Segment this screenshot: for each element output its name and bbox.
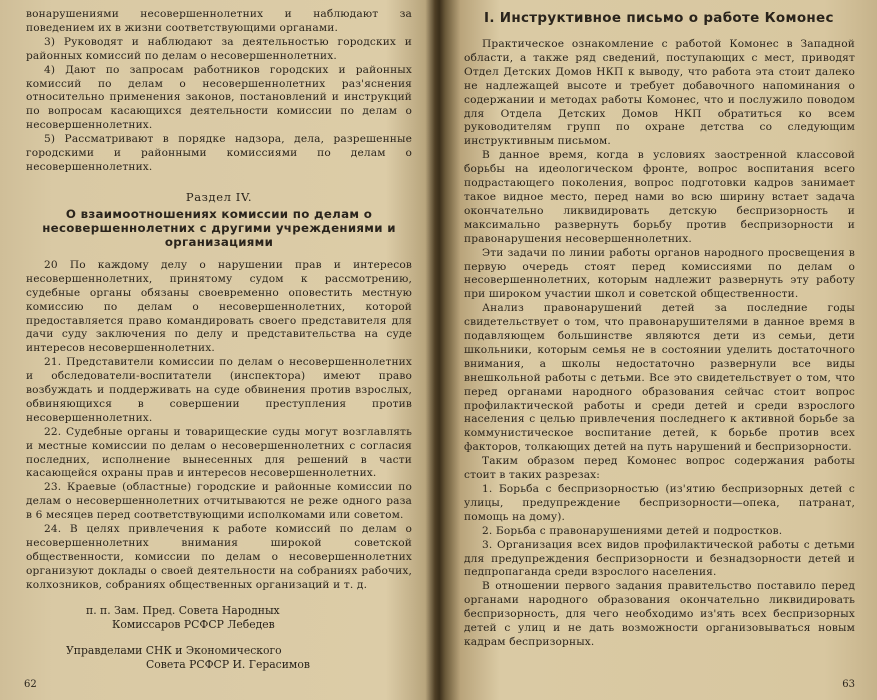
paragraph-23: 23. Краевые (областные) городские и районные комиссии по делам о несовершеннолетних отчитываются не реже одного раза в 6 месяцев перед соответствующими исполкомами или советом. [26, 481, 412, 522]
paragraph: Анализ правонарушений детей за последние годы свидетельствует о том, что правонарушителями в данное время в подавляющем большинстве являются дети из семьи, дети школьники, которым семья не в состоянии уделить достаточного внимания, а школы недостаточно развернули все виды внешкольной работы с детьми. Все это свидетельствует о том, что перед органами народного образования сейчас стоит вопрос профилактической работы и среди детей и среди взрослого населения с целью привлечения последнего к активной борьбе за коммунистическое воспитание детей, к борьбе против всех факторов, толкающих детей на путь нарушений и беспризорности. [464, 302, 855, 454]
list-item: 1. Борьба с беспризорностью (из'ятию беспризорных детей с улицы, предупреждение беспризорности—опека, патранат, помощь на дому). [464, 483, 855, 523]
paragraph-item-4: 4) Дают по запросам работников городских и районных комиссий по делам о несовершеннолетних раз'яснения относительно применения законов, постановлений и инструкций по вопросам касающихся деятельности комиссии по делам о несовершеннолетних. [26, 63, 412, 132]
section-title: Раздел IV. [185, 189, 253, 204]
list-item: 2. Борьба с правонарушениями детей и подростков. [482, 524, 783, 537]
paragraph: В данное время, когда в условиях заостренной классовой борьбы на идеологическом фронте, вопрос воспитания всего подрастающего поколения, вопрос подготовки кадров занимает такое видное место, перед нами во всю ширину встает задача окончательно ликвидировать детскую беспризорность и максимально развернуть борьбу против беспризорности и правонарушения несовершеннолетних. [464, 149, 855, 245]
signature-line: Комиссаров РСФСР Лебедев [112, 617, 275, 631]
paragraph-continuation: вонарушениями несовершеннолетних и наблюдают за поведением их в жизни соответствующими органами. [26, 8, 412, 34]
list-item: 3. Организация всех видов профилактической работы с детьми для предупреждения беспризорности и безнадзорности детей и педпропаганда среди взрослого населения. [464, 538, 855, 579]
right-page [446, 0, 877, 700]
signature-line: п. п. Зам. Пред. Совета Народных [86, 603, 280, 617]
page-title: I. Инструктивное письмо о работе Комонес [484, 10, 834, 26]
page-number: 62 [24, 679, 37, 690]
paragraph-24: 24. В целях привлечения к работе комиссий по делам о несовершеннолетних внимания широкой советской общественности, комиссии по делам о несовершеннолетних организуют доклады о своей деятельности на собраниях рабочих, колхозников, собраниях общественных организаций и т. д. [26, 523, 412, 591]
signature-line: Совета РСФСР И. Герасимов [146, 657, 310, 671]
left-page [0, 0, 430, 700]
paragraph: Эти задачи по линии работы органов народного просвещения в первую очередь стоят перед комиссиями по делам о несовершеннолетних, которым надлежит развернуть эту работу при широком участии школ и советской общественности. [464, 246, 855, 301]
paragraph: Таким образом перед Комонес вопрос содержания работы стоит в таких разрезах: [464, 455, 855, 482]
paragraph-item-5: 5) Рассматривают в порядке надзора, дела, разрешенные городскими и районными комиссиями по делам о несовершеннолетних. [26, 133, 412, 173]
paragraph-22: 22. Судебные органы и товарищеские суды могут возглавлять и местные комиссии по делам о несовершеннолетних с согласия последних, исполнение вынесенных для решений в части касающейся охраны прав и интересов несовершеннолетних. [26, 425, 412, 480]
section-heading: О взаимоотношениях комиссии по делам о несовершеннолетних с другими учреждениями и организациями [42, 206, 396, 249]
paragraph-20: 20 По каждому делу о нарушении прав и интересов несовершеннолетних, принятому судом к рассмотрению, судебные органы обязаны своевременно оповестить местную комиссию по делам о несовершеннолетних, которой предоставляется право командировать своего представителя для дачи суду заключения по делу и представительства на суде интересов несовершеннолетних. [26, 258, 412, 355]
paragraph-item-3: 3) Руководят и наблюдают за деятельностью городских и районных комиссий по делам о несовершеннолетних. [26, 35, 412, 62]
paragraph-intro: Практическое ознакомление с работой Комонес в Западной области, а также ряд сведений, поступающих с мест, приводят Отдел Детских Домов НКП к выводу, что работа эта стоит далеко не надлежащей высоте и требует добавочного напоминания о содержании и методах работы Комонес, что и послужило поводом для Отдела Детских Домов НКП обратиться ко всем руководителям групп по охране детства со следующим инструктивным письмом. [464, 38, 855, 148]
page-number: 63 [842, 679, 855, 690]
paragraph: В отношении первого задания правительство поставило перед органами народного образования окончательно ликвидировать беспризорность, для чего необходимо из'ять всех беспризорных детей с улиц и не дать возможности организовываться новым кадрам беспризорных. [464, 580, 855, 648]
signature-line: Управделами СНК и Экономического [66, 643, 282, 657]
paragraph-21: 21. Представители комиссии по делам о несовершеннолетних и обследователи-воспитатели (инспектора) имеют право возбуждать и поддерживать на суде обвинения против взрослых, обвиняющихся в совершении преступления против несовершеннолетних. [26, 356, 412, 424]
